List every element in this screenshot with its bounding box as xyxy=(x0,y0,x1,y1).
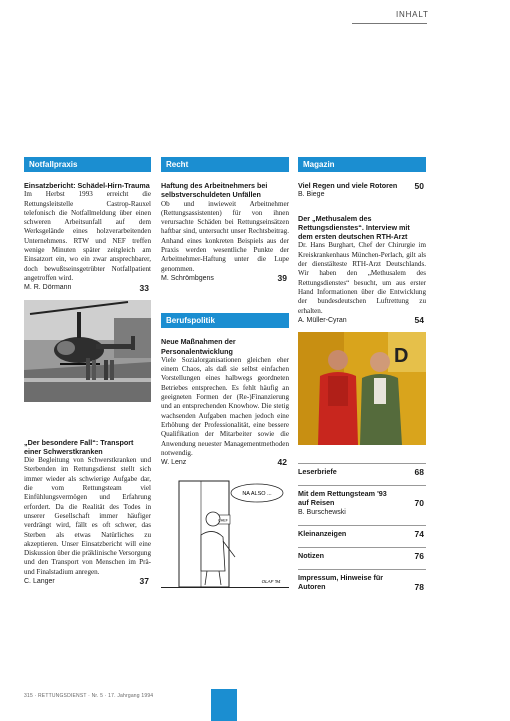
article-page-number: 54 xyxy=(414,315,424,326)
article-page-number: 37 xyxy=(139,576,149,587)
cartoon-illustration xyxy=(161,475,289,593)
article-haftung-arbeitnehmer[interactable] xyxy=(161,181,289,283)
article-title: Viel Regen und viele Rotoren xyxy=(298,181,398,190)
item-author: B. Burschewski xyxy=(298,508,346,516)
helicopter-photo xyxy=(24,300,151,402)
item-title: Mit dem Rettungsteam '93 auf Reisen xyxy=(298,489,387,508)
item-title: Leserbriefe xyxy=(298,467,337,477)
article-title: Der „Methusalem des Rettungsdienstes“. Interview mit dem ersten deutschen RTH-Arzt xyxy=(298,213,410,242)
article-page-number: 33 xyxy=(139,282,149,293)
item-page-number: 74 xyxy=(414,529,424,540)
doctors-photo xyxy=(298,332,426,445)
list-item-impressum[interactable] xyxy=(298,569,426,597)
section-bar-magazin: Magazin xyxy=(298,157,426,172)
section-bar-recht: Recht xyxy=(161,157,289,172)
column-middle xyxy=(161,157,289,593)
article-viel-regen[interactable] xyxy=(298,181,426,200)
list-item-rettungsteam[interactable] xyxy=(298,485,426,525)
article-title: Einsatzbericht: Schädel-Hirn-Trauma xyxy=(24,181,150,190)
list-item-notizen[interactable] xyxy=(298,547,426,569)
item-title: Notizen xyxy=(298,551,324,561)
article-body: Ob und inwieweit Arbeitnehmer (Rettungsassistenten) für von ihnen verursachte Schäden bei Rettungseinsätzen haftbar sind, untersucht unser Rechtsbeitrag. Anhand eines konkreten Beispiels aus der Praxis werden wesentliche Punkte der Arbeitnehmer-Haftung unter die Lupe genommen. xyxy=(161,199,289,273)
article-body: Viele Sozialorganisationen gleichen eher einem Chaos, als daß sie selbst einfachen Vorstellungen eines halbwegs geordneten Betriebes entsprechen. Es fehlt häufig an geeigneten Formen der (Re-)Finanzierung und an entsprechenden Knowhow. Die stetig wachsenden Aufgaben machen jedoch eine Erhöhung der Professionalität, eine bessere Qualifikation der Mitarbeiter sowie die Anwendung neuester Managementmethoden notwendig. xyxy=(161,355,289,457)
list-item-kleinanzeigen[interactable] xyxy=(298,525,426,547)
cartoon-signature: OLAF '94 xyxy=(261,579,281,585)
item-page-number: 68 xyxy=(414,467,424,478)
article-author: W. Lenz xyxy=(161,459,187,467)
article-body: Dr. Hans Burghart, Chef der Chirurgie im Kreiskrankenhaus München-Perlach, gilt als der dienstälteste RTH-Arzt Deutschlands. Wir haben den „Methusalem des Rettungsdienstes“ besucht, um aus erster Hand Informationen über die Entwicklung der bundesdeutschen Luftrettung zu erhalten. xyxy=(298,241,426,315)
section-bar-notfallpraxis: Notfallpraxis xyxy=(24,157,151,172)
article-body: Die Begleitung von Schwerstkranken und Sterbenden im Rettungsdienst stellt sich immer wieder als schwierige Aufgabe dar, die vom Rettungsteam viel Einfühlungsvermögen und Erfahrung erfordert. Da die Realität des Todes in unserer Gesellschaft immer häufiger verdrängt wird, fällt es oft schwer, das Sterben als etwas Natürliches zu akzeptieren. Unser Einsatzbericht will eine Diskussion über die präklinische Versorgung und den Transport von Menschen im Prä- und Finalstadium anregen. xyxy=(24,456,152,576)
article-personalentwicklung[interactable] xyxy=(161,337,289,467)
article-author: M. R. Dörmann xyxy=(24,284,72,292)
article-author: C. Langer xyxy=(24,578,55,586)
section-header-label: INHALT xyxy=(396,10,429,19)
article-author: M. Schrömbgens xyxy=(161,274,214,282)
article-schaedel-hirn-trauma[interactable] xyxy=(24,181,151,293)
article-title: Neue Maßnahmen der Personalentwicklung xyxy=(161,337,236,356)
article-title: Haftung des Arbeitnehmers bei selbstverschuldeten Unfällen xyxy=(161,181,268,200)
list-item-leserbriefe[interactable] xyxy=(298,463,426,485)
article-page-number: 42 xyxy=(277,457,287,468)
column-left xyxy=(24,157,151,586)
article-page-number: 50 xyxy=(414,181,424,191)
cartoon-speech-text: NA ALSO ... xyxy=(242,491,272,498)
item-title: Impressum, Hinweise für Autoren xyxy=(298,573,384,592)
short-items-list xyxy=(298,463,426,597)
article-transport-schwerstkranke[interactable] xyxy=(24,438,151,587)
item-title: Kleinanzeigen xyxy=(298,529,347,539)
photo-letter: D xyxy=(394,345,409,368)
article-page-number: 39 xyxy=(277,273,287,284)
cartoon-sign-text: CHEF xyxy=(218,518,228,523)
item-page-number: 70 xyxy=(414,498,424,509)
article-author: B. Biege xyxy=(298,191,325,199)
article-methusalem[interactable] xyxy=(298,214,426,326)
article-body: Im Herbst 1993 erreicht die Rettungsleitstelle Castrop-Rauxel telefonisch die Notfallmeldung über einen schweren Arbeitsunfall auf dem Werksgelände eines holzverarbeitenden Unternehmens. RTW und NEF treffen wenige Minuten später zeitgleich am Einsatzort ein, wo ein zwar ansprechbarer, doch bewußtseinsgetrübter Notfallpatient angetroffen wird. xyxy=(24,190,151,282)
item-page-number: 76 xyxy=(414,551,424,562)
column-right xyxy=(298,157,426,597)
header-rule xyxy=(352,23,427,24)
footer-accent-box xyxy=(211,689,237,721)
footer-issue-line: 315 · RETTUNGSDIENST · Nr. 5 · 17. Jahrgang 1994 xyxy=(24,693,154,699)
item-page-number: 78 xyxy=(414,582,424,593)
article-title: „Der besondere Fall“: Transport einer Schwerstkranken xyxy=(24,437,134,456)
article-author: A. Müller-Cyran xyxy=(298,316,347,324)
section-bar-berufspolitik: Berufspolitik xyxy=(161,313,289,328)
